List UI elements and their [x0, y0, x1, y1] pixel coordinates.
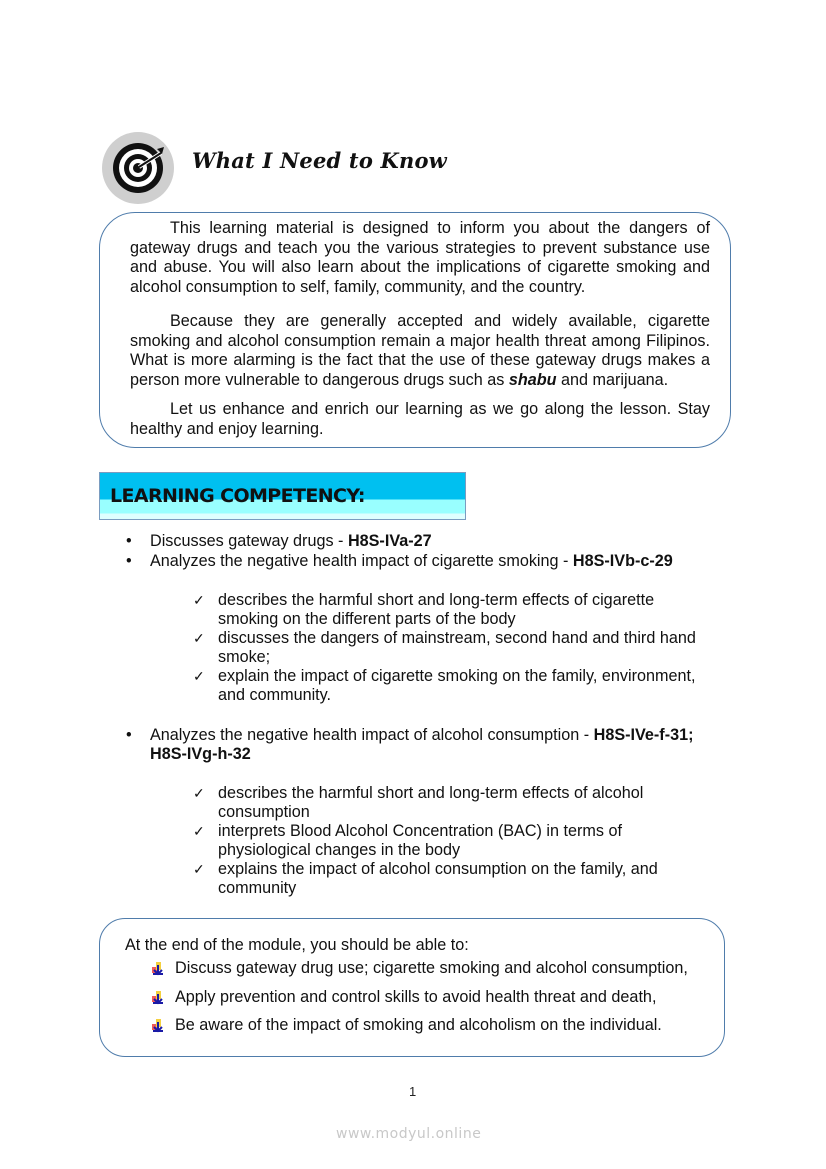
- objective-text: Apply prevention and control skills to avoid health threat and death,: [175, 988, 657, 1006]
- sub-competency-text: describes the harmful short and long-term effects of alcohol consumption: [218, 784, 644, 821]
- down-arrow-bullet-icon: [150, 1018, 166, 1034]
- bullet-icon: •: [126, 532, 132, 550]
- intro-paragraph-2-tail: and marijuana.: [556, 370, 669, 389]
- competency-code-2: H8S-IVg-h-32: [150, 745, 251, 763]
- checkmark-icon: ✓: [193, 823, 205, 839]
- competency-text: Analyzes the negative health impact of cigarette smoking -: [150, 552, 573, 570]
- intro-paragraph-2-body: smoking and alcohol consumption remain a major health threat among Filipinos. What is more alarming is the fact that the use of these gateway drugs makes a person more vulnerable to dangerous drugs such as: [130, 331, 710, 389]
- competency-code: H8S-IVe-f-31;: [593, 726, 694, 744]
- down-arrow-bullet-icon: [150, 961, 166, 977]
- emphasis-shabu: shabu: [508, 370, 557, 389]
- intro-paragraph-1-text: This learning material is designed to inform you about the dangers of gateway drugs and teach you the various strategies to prevent substance use and abuse. You will also learn about the implications of cigarette smoking and alcohol consumption to self, family, community, and the country.: [130, 219, 710, 296]
- objectives-intro: At the end of the module, you should be able to:: [125, 936, 469, 954]
- intro-paragraph-3-text: Let us enhance and enrich our learning as we go along the lesson. Stay healthy and enjoy learning.: [130, 400, 710, 438]
- objective-text: Discuss gateway drug use; cigarette smoking and alcohol consumption,: [175, 959, 688, 977]
- competency-code: H8S-IVa-27: [347, 532, 432, 550]
- bullet-icon: •: [126, 726, 132, 744]
- intro-paragraph-1: [130, 219, 710, 297]
- page-number: 1: [409, 1084, 417, 1099]
- checkmark-icon: ✓: [193, 861, 205, 877]
- checkmark-icon: ✓: [193, 668, 205, 684]
- competency-text: Discusses gateway drugs -: [150, 532, 348, 550]
- sub-competency-text: interprets Blood Alcohol Concentration (BAC) in terms of physiological changes in the body: [218, 822, 622, 859]
- objective-text: Be aware of the impact of smoking and alcoholism on the individual.: [175, 1016, 662, 1034]
- intro-paragraph-2-lead: Because they are generally accepted and widely available, cigarette: [170, 312, 710, 330]
- down-arrow-bullet-icon: [150, 990, 166, 1006]
- bullet-icon: •: [126, 552, 132, 570]
- checkmark-icon: ✓: [193, 630, 205, 646]
- checkmark-icon: ✓: [193, 785, 205, 801]
- intro-paragraph-3: [130, 400, 710, 439]
- sub-competency-text: discusses the dangers of mainstream, second hand and third hand smoke;: [218, 629, 696, 666]
- section-title: What I Need to Know: [192, 148, 447, 173]
- sub-competency-text: explains the impact of alcohol consumption on the family, and community: [218, 860, 658, 897]
- checkmark-icon: ✓: [193, 592, 205, 608]
- competency-code: H8S-IVb-c-29: [572, 552, 673, 570]
- sub-competency-text: explain the impact of cigarette smoking on the family, environment, and community.: [218, 667, 696, 704]
- learning-competency-title: LEARNING COMPETENCY:: [110, 485, 365, 507]
- sub-competency-text: describes the harmful short and long-term effects of cigarette smoking on the different parts of the body: [218, 591, 655, 628]
- target-icon: [101, 131, 175, 205]
- watermark: www.modyul.online: [336, 1126, 482, 1142]
- competency-text: Analyzes the negative health impact of alcohol consumption -: [150, 726, 594, 744]
- intro-paragraph-2: [130, 312, 710, 390]
